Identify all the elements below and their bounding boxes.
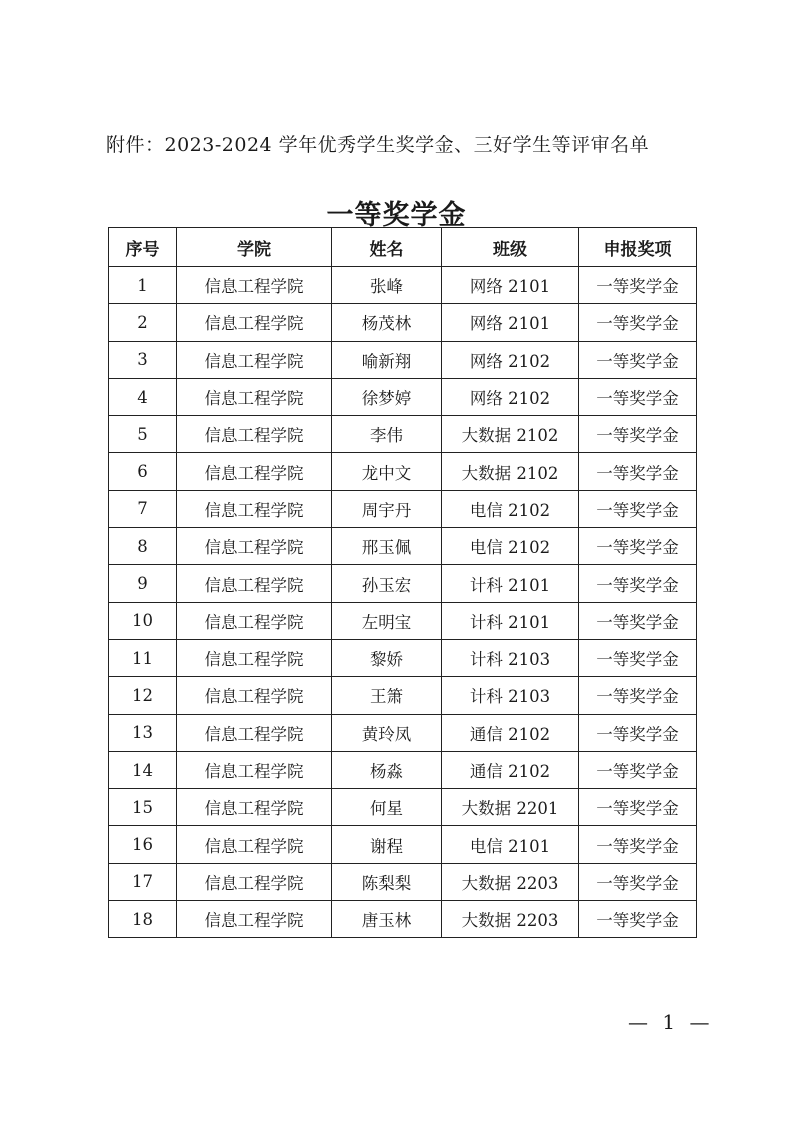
cell-college: 信息工程学院 xyxy=(177,416,332,453)
cell-seq: 11 xyxy=(109,639,177,676)
cell-award: 一等奖学金 xyxy=(579,565,697,602)
column-header-class: 班级 xyxy=(442,228,579,267)
table-header-row xyxy=(109,228,697,267)
cell-name: 黎娇 xyxy=(332,639,442,676)
cell-name: 陈梨梨 xyxy=(332,863,442,900)
cell-class: 计科 2103 xyxy=(442,639,579,676)
cell-award: 一等奖学金 xyxy=(579,714,697,751)
column-header-award: 申报奖项 xyxy=(579,228,697,267)
cell-seq: 7 xyxy=(109,490,177,527)
cell-college: 信息工程学院 xyxy=(177,304,332,341)
cell-class: 电信 2102 xyxy=(442,528,579,565)
cell-college: 信息工程学院 xyxy=(177,341,332,378)
cell-class: 大数据 2201 xyxy=(442,789,579,826)
cell-class: 计科 2101 xyxy=(442,602,579,639)
table-row xyxy=(109,565,697,602)
cell-seq: 10 xyxy=(109,602,177,639)
cell-class: 网络 2101 xyxy=(442,267,579,304)
cell-college: 信息工程学院 xyxy=(177,639,332,676)
cell-name: 孙玉宏 xyxy=(332,565,442,602)
cell-class: 计科 2103 xyxy=(442,677,579,714)
cell-class: 大数据 2102 xyxy=(442,453,579,490)
table-row xyxy=(109,639,697,676)
cell-class: 网络 2101 xyxy=(442,304,579,341)
cell-seq: 14 xyxy=(109,751,177,788)
cell-seq: 15 xyxy=(109,789,177,826)
cell-college: 信息工程学院 xyxy=(177,528,332,565)
cell-college: 信息工程学院 xyxy=(177,826,332,863)
cell-seq: 8 xyxy=(109,528,177,565)
cell-name: 周宇丹 xyxy=(332,490,442,527)
cell-seq: 5 xyxy=(109,416,177,453)
cell-seq: 9 xyxy=(109,565,177,602)
cell-college: 信息工程学院 xyxy=(177,751,332,788)
table-row xyxy=(109,453,697,490)
cell-name: 邢玉佩 xyxy=(332,528,442,565)
cell-college: 信息工程学院 xyxy=(177,677,332,714)
table-row xyxy=(109,490,697,527)
cell-college: 信息工程学院 xyxy=(177,901,332,938)
cell-college: 信息工程学院 xyxy=(177,453,332,490)
cell-award: 一等奖学金 xyxy=(579,751,697,788)
column-header-name: 姓名 xyxy=(332,228,442,267)
table-row xyxy=(109,863,697,900)
cell-name: 喻新翔 xyxy=(332,341,442,378)
cell-seq: 12 xyxy=(109,677,177,714)
cell-award: 一等奖学金 xyxy=(579,528,697,565)
cell-seq: 1 xyxy=(109,267,177,304)
cell-class: 大数据 2203 xyxy=(442,863,579,900)
table-row xyxy=(109,602,697,639)
cell-award: 一等奖学金 xyxy=(579,826,697,863)
table-row xyxy=(109,378,697,415)
cell-name: 谢程 xyxy=(332,826,442,863)
cell-award: 一等奖学金 xyxy=(579,677,697,714)
cell-name: 何星 xyxy=(332,789,442,826)
cell-seq: 4 xyxy=(109,378,177,415)
table-row xyxy=(109,267,697,304)
cell-college: 信息工程学院 xyxy=(177,267,332,304)
table-row xyxy=(109,901,697,938)
table-row xyxy=(109,751,697,788)
cell-name: 李伟 xyxy=(332,416,442,453)
cell-award: 一等奖学金 xyxy=(579,416,697,453)
cell-class: 电信 2102 xyxy=(442,490,579,527)
cell-college: 信息工程学院 xyxy=(177,602,332,639)
cell-award: 一等奖学金 xyxy=(579,863,697,900)
page-number: — 1 — xyxy=(628,1010,714,1034)
cell-name: 张峰 xyxy=(332,267,442,304)
section-title: 一等奖学金 xyxy=(326,200,467,231)
cell-name: 杨淼 xyxy=(332,751,442,788)
table-row xyxy=(109,341,697,378)
cell-seq: 13 xyxy=(109,714,177,751)
cell-college: 信息工程学院 xyxy=(177,714,332,751)
cell-class: 计科 2101 xyxy=(442,565,579,602)
cell-award: 一等奖学金 xyxy=(579,453,697,490)
cell-seq: 2 xyxy=(109,304,177,341)
cell-college: 信息工程学院 xyxy=(177,789,332,826)
cell-class: 网络 2102 xyxy=(442,378,579,415)
cell-seq: 3 xyxy=(109,341,177,378)
cell-award: 一等奖学金 xyxy=(579,304,697,341)
cell-award: 一等奖学金 xyxy=(579,341,697,378)
column-header-seq: 序号 xyxy=(109,228,177,267)
table-row xyxy=(109,714,697,751)
attachment-title: 附件：2023-2024 学年优秀学生奖学金、三好学生等评审名单 xyxy=(106,134,650,156)
cell-college: 信息工程学院 xyxy=(177,565,332,602)
cell-class: 通信 2102 xyxy=(442,714,579,751)
cell-seq: 17 xyxy=(109,863,177,900)
table-row xyxy=(109,304,697,341)
cell-name: 唐玉林 xyxy=(332,901,442,938)
column-header-college: 学院 xyxy=(177,228,332,267)
cell-college: 信息工程学院 xyxy=(177,863,332,900)
cell-seq: 16 xyxy=(109,826,177,863)
cell-award: 一等奖学金 xyxy=(579,267,697,304)
cell-name: 龙中文 xyxy=(332,453,442,490)
table-row xyxy=(109,789,697,826)
cell-award: 一等奖学金 xyxy=(579,789,697,826)
cell-name: 黄玲凤 xyxy=(332,714,442,751)
cell-seq: 18 xyxy=(109,901,177,938)
cell-award: 一等奖学金 xyxy=(579,378,697,415)
cell-name: 徐梦婷 xyxy=(332,378,442,415)
cell-name: 左明宝 xyxy=(332,602,442,639)
cell-class: 通信 2102 xyxy=(442,751,579,788)
cell-name: 王箫 xyxy=(332,677,442,714)
cell-award: 一等奖学金 xyxy=(579,490,697,527)
cell-class: 网络 2102 xyxy=(442,341,579,378)
cell-seq: 6 xyxy=(109,453,177,490)
table-row xyxy=(109,528,697,565)
award-table xyxy=(108,227,697,938)
cell-class: 大数据 2102 xyxy=(442,416,579,453)
cell-college: 信息工程学院 xyxy=(177,490,332,527)
table-row xyxy=(109,677,697,714)
cell-class: 电信 2101 xyxy=(442,826,579,863)
table-body xyxy=(109,267,697,938)
cell-college: 信息工程学院 xyxy=(177,378,332,415)
cell-name: 杨茂林 xyxy=(332,304,442,341)
cell-award: 一等奖学金 xyxy=(579,901,697,938)
table-row xyxy=(109,826,697,863)
cell-award: 一等奖学金 xyxy=(579,602,697,639)
cell-award: 一等奖学金 xyxy=(579,639,697,676)
cell-class: 大数据 2203 xyxy=(442,901,579,938)
table-row xyxy=(109,416,697,453)
